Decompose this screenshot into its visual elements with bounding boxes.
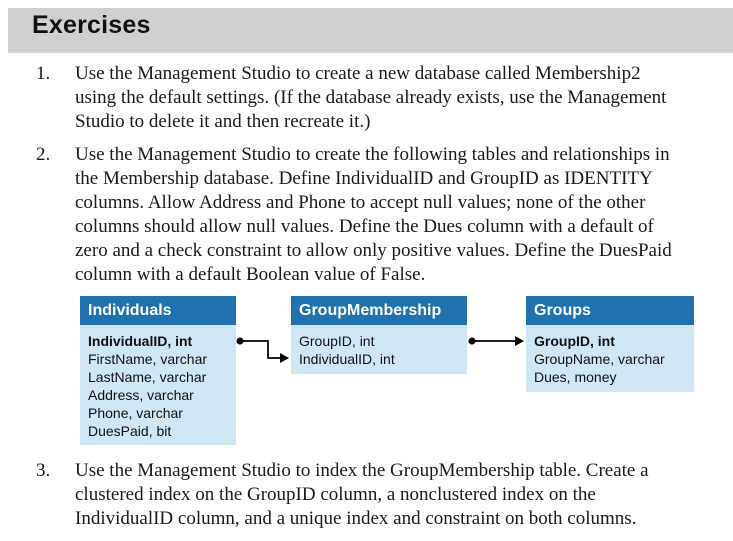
exercise-line: Use the Management Studio to create a new database called Membership2 — [75, 63, 641, 84]
exercise-3-number: 3. — [36, 460, 51, 481]
exercise-line: the Membership database. Define IndividualID and GroupID as IDENTITY — [75, 168, 653, 189]
exercise-line: Use the Management Studio to create the following tables and relationships in — [75, 144, 670, 165]
exercise-line: columns. Allow Address and Phone to accept null values; none of the other — [75, 192, 646, 213]
column: FirstName, varchar — [88, 351, 208, 367]
exercise-1-number: 1. — [36, 63, 51, 84]
column-primary-key: GroupID, int — [534, 333, 615, 349]
column-primary-key: IndividualID, int — [88, 333, 193, 349]
exercise-line: using the default settings. (If the database already exists, use the Management — [75, 87, 667, 108]
individuals-table-title: Individuals — [80, 296, 236, 325]
exercise-3-text — [75, 459, 725, 531]
relationship-line — [240, 341, 280, 358]
column: Dues, money — [534, 369, 617, 385]
exercise-line: columns should allow null values. Define the Dues column with a default of — [75, 216, 654, 237]
exercise-line: IndividualID column, and a unique index and constraint on both columns. — [75, 508, 637, 529]
exercise-2-number: 2. — [36, 144, 51, 165]
relationship-many-end-arrow — [280, 353, 289, 363]
column: DuesPaid, bit — [88, 423, 172, 439]
column: Phone, varchar — [88, 405, 183, 421]
column: GroupName, varchar — [534, 351, 665, 367]
groups-to-membership-relationship — [469, 336, 525, 346]
relationship-many-end-arrow — [515, 336, 524, 346]
column: Address, varchar — [88, 387, 194, 403]
column: IndividualID, int — [299, 351, 395, 367]
exercise-line: zero and a check constraint to allow only positive values. Define the DuesPaid — [75, 240, 672, 261]
individuals-to-membership-relationship — [237, 338, 290, 364]
exercise-line: column with a default Boolean value of False. — [75, 264, 426, 285]
exercise-line: clustered index on the GroupID column, a nonclustered index on the — [75, 484, 596, 505]
column: GroupID, int — [299, 333, 375, 349]
section-title: Exercises — [32, 11, 151, 39]
exercise-line: Studio to delete it and then recreate it.) — [75, 111, 371, 132]
groups-table-title: Groups — [526, 296, 694, 325]
exercise-line: Use the Management Studio to index the GroupMembership table. Create a — [75, 460, 649, 481]
column: LastName, varchar — [88, 369, 207, 385]
group-membership-table-title: GroupMembership — [291, 296, 467, 325]
